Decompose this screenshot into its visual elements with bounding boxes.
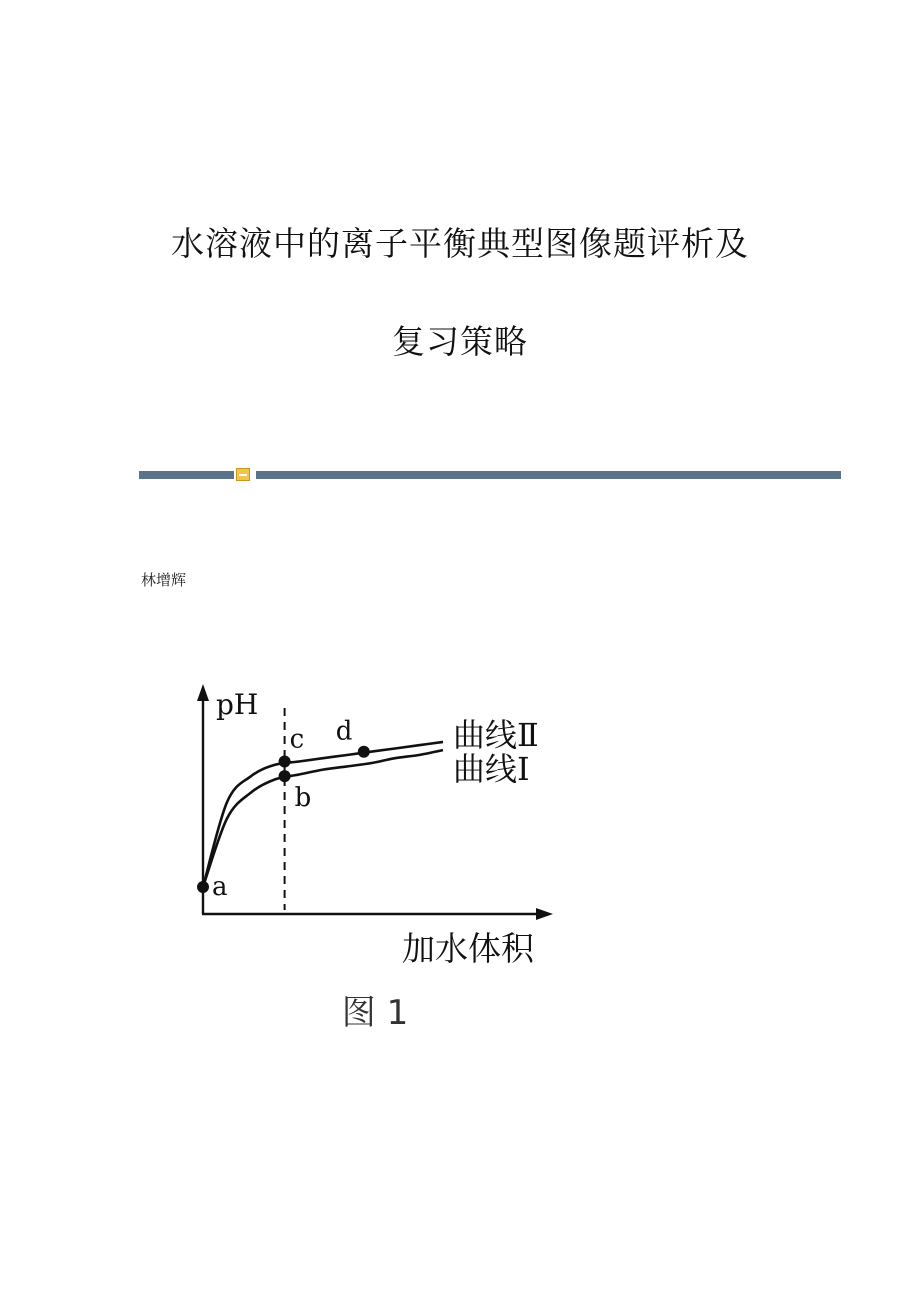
curve-2-label: 曲线Ⅱ: [453, 715, 539, 754]
curve-1-label: 曲线Ⅰ: [453, 750, 530, 789]
point-d-label: d: [335, 716, 353, 747]
y-axis-label: pH: [216, 688, 259, 721]
data-points: [197, 717, 370, 902]
point-a-label: a: [212, 872, 228, 902]
author-name: 林增辉: [141, 571, 187, 589]
curve-1-line: [203, 750, 443, 887]
title-line-2: 复习策略: [392, 322, 528, 361]
figure-caption: 图 1: [341, 993, 409, 1033]
point-a-marker: [197, 881, 209, 893]
title-line-1: 水溶液中的离子平衡典型图像题评析及: [171, 224, 749, 263]
y-axis-arrow-icon: [197, 684, 209, 701]
divider-marker-icon: [236, 468, 250, 481]
x-axis-arrow-icon: [536, 908, 553, 920]
curve-2-line: [203, 742, 443, 887]
ph-curve-figure: [180, 670, 600, 980]
divider-rule-right: [256, 471, 841, 479]
x-axis-label: 加水体积: [402, 929, 534, 968]
point-b-label: b: [294, 783, 312, 814]
point-d-marker: [358, 746, 370, 758]
point-c-marker: [279, 755, 291, 767]
divider-rule-left: [139, 471, 234, 479]
point-c-label: c: [289, 724, 305, 755]
point-b-marker: [279, 770, 291, 782]
